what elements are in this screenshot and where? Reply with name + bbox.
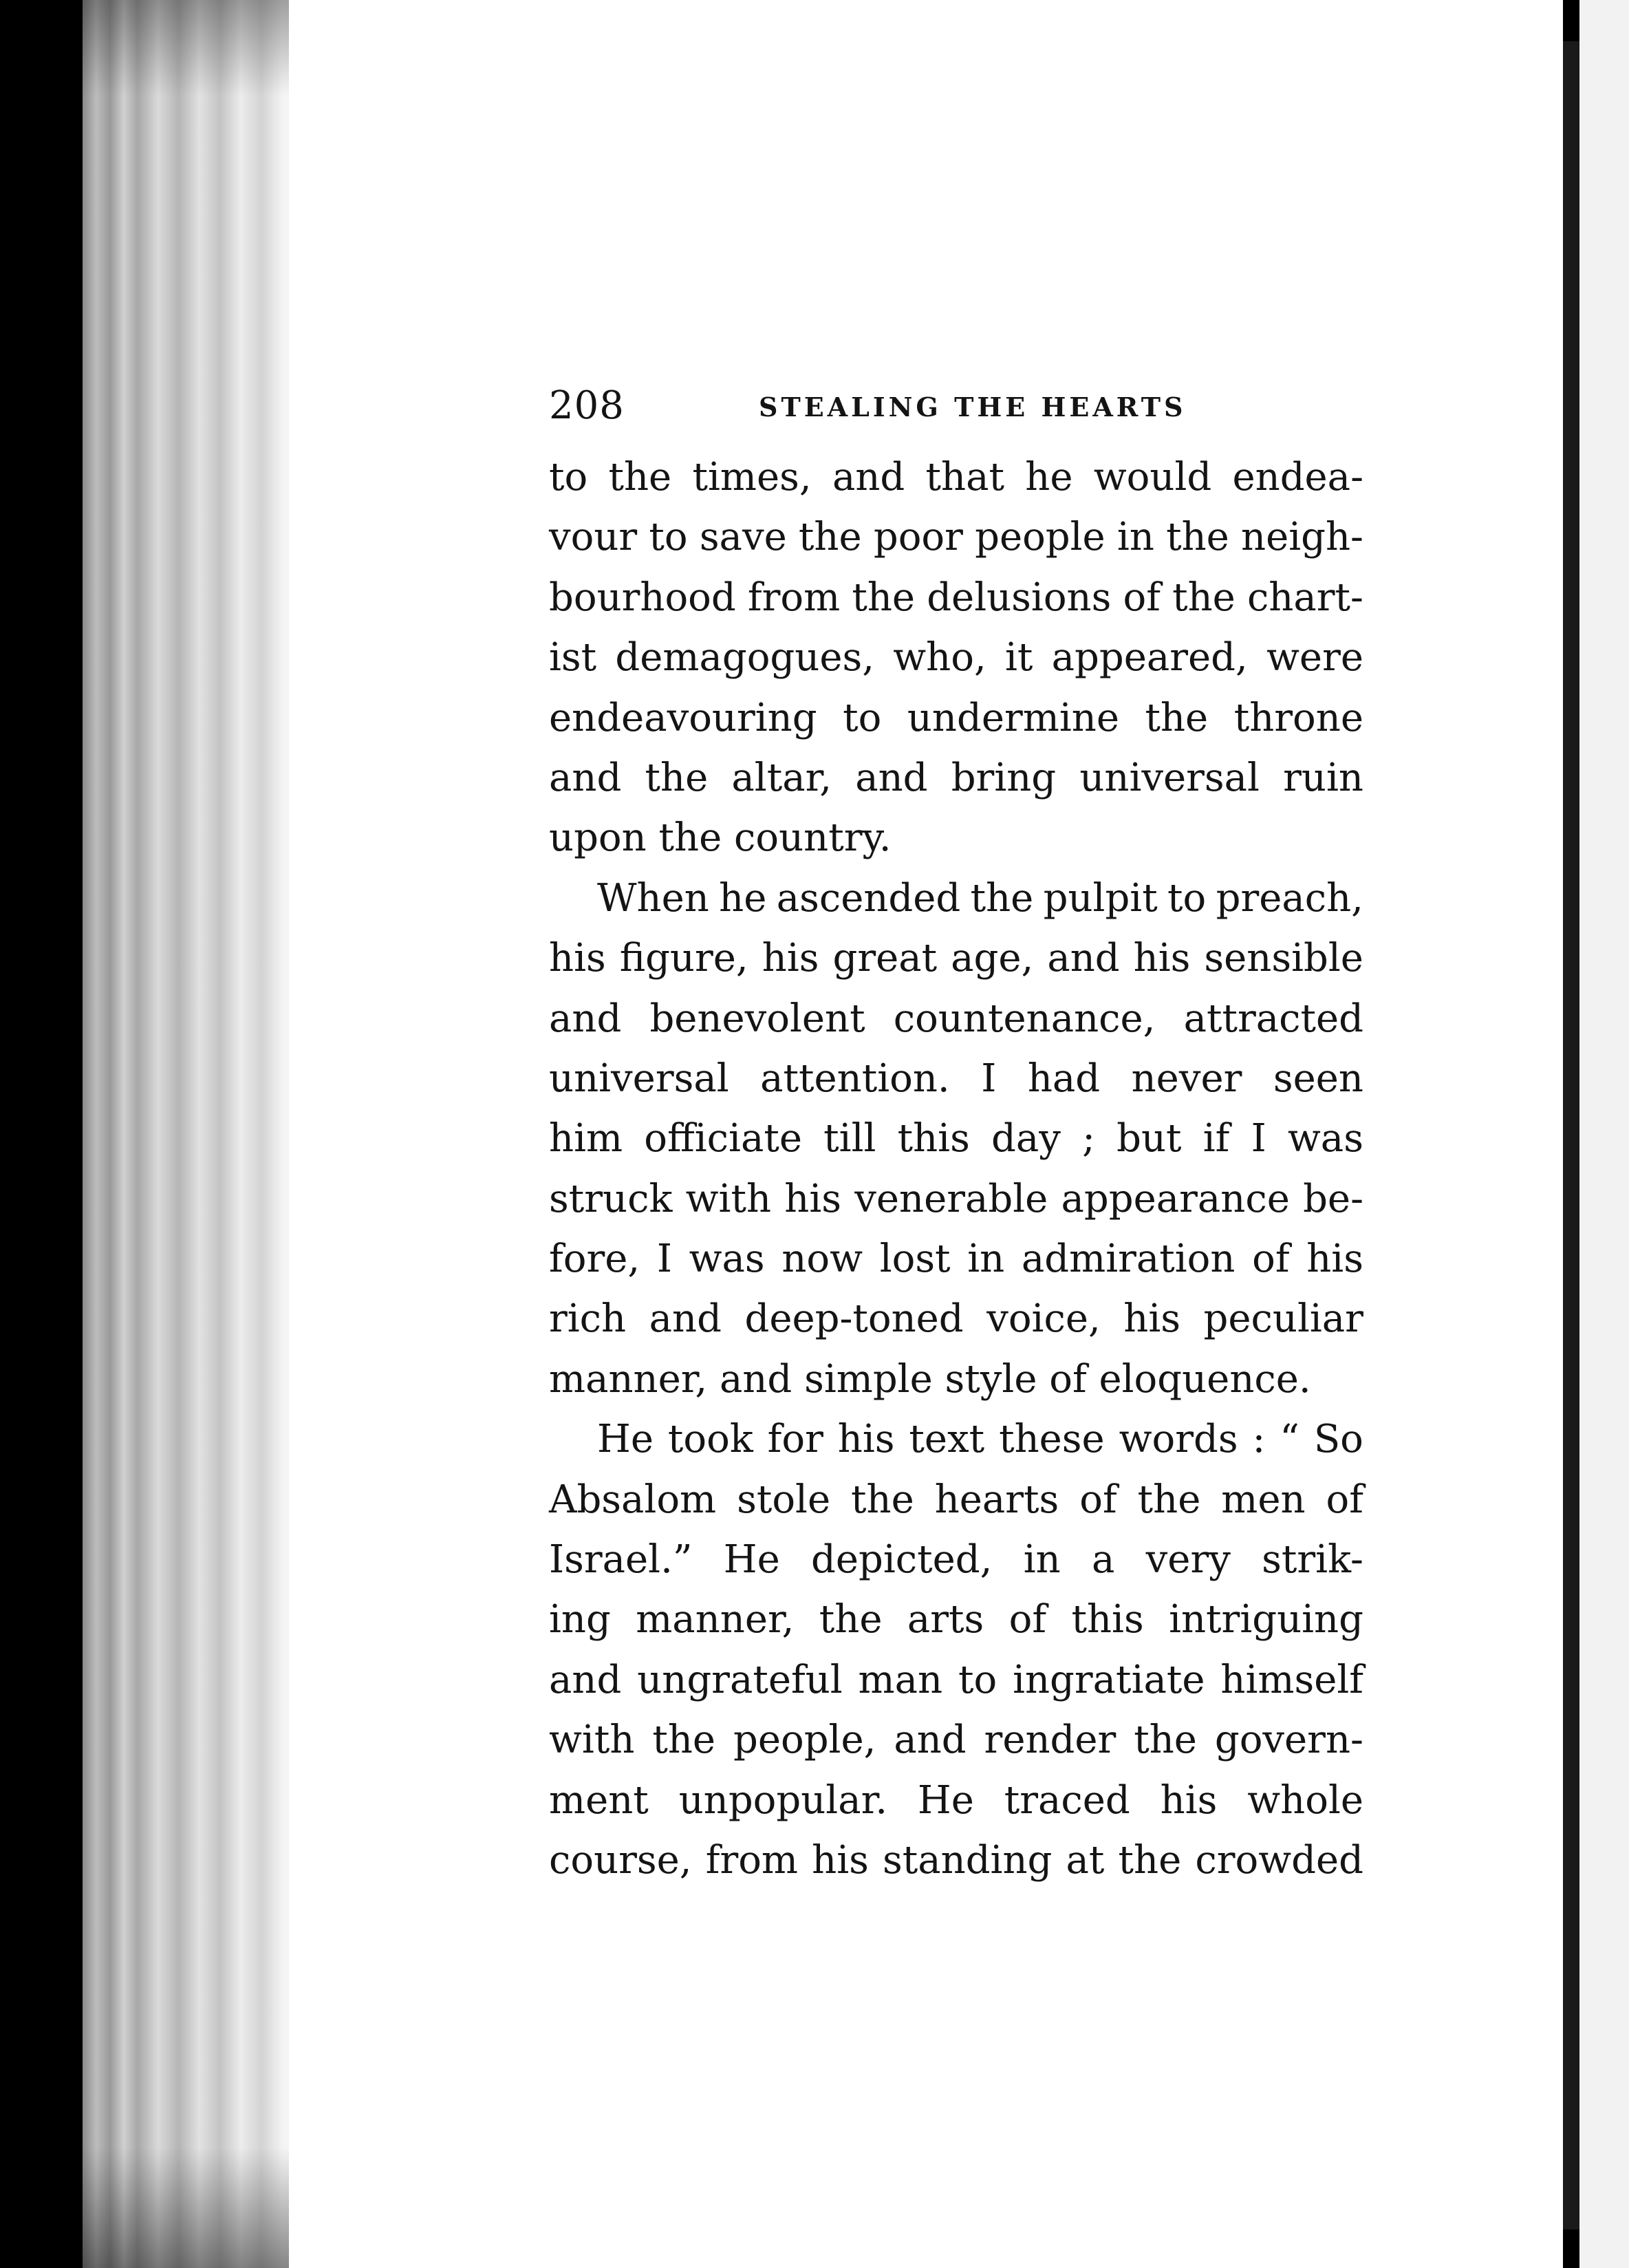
text-line: and ungrateful man to ingratiate himself (549, 1657, 1363, 1702)
text-line: him officiate till this day ; but if I was (549, 1116, 1363, 1162)
page-number: 208 (549, 383, 625, 428)
text-line: manner, and simple style of eloquence. (549, 1356, 1311, 1402)
text-line: his figure, his great age, and his sensible (549, 936, 1363, 981)
facing-page-edge (1579, 0, 1629, 2268)
text-line: ist demagogues, who, it appeared, were (549, 635, 1363, 681)
text-line: Absalom stole the hearts of the men of (549, 1477, 1363, 1522)
text-line: and the altar, and bring universal ruin (549, 755, 1363, 800)
text-line: universal attention. I had never seen (549, 1056, 1363, 1101)
text-line: endeavouring to undermine the throne (549, 695, 1363, 740)
text-line: and benevolent countenance, attracted (549, 996, 1363, 1041)
text-line: He took for his text these words : “ So (597, 1417, 1363, 1462)
text-line: Israel.” He depicted, in a very strik- (549, 1537, 1363, 1583)
text-line: vour to save the poor people in the neigh- (549, 515, 1363, 560)
paragraph-1 (549, 447, 1363, 868)
text-line: ment unpopular. He traced his whole (549, 1777, 1363, 1823)
paragraph-2 (549, 868, 1363, 1410)
text-line: rich and deep-toned voice, his peculiar (549, 1296, 1363, 1342)
text-line: with the people, and render the govern- (549, 1718, 1363, 1763)
page-edges-shadow (83, 0, 303, 2268)
text-line: to the times, and that he would endea- (549, 455, 1363, 500)
text-line: struck with his venerable appearance be- (549, 1176, 1363, 1221)
text-line: upon the country. (549, 815, 892, 861)
text-line: course, from his standing at the crowded (549, 1837, 1363, 1883)
text-line: When he ascended the pulpit to preach, (597, 875, 1363, 921)
text-line: ing manner, the arts of this intriguing (549, 1597, 1363, 1643)
running-head (549, 372, 1363, 447)
running-title: STEALING THE HEARTS (759, 392, 1187, 422)
facing-page-gutter (1563, 41, 1579, 2229)
paragraph-3 (549, 1409, 1363, 1890)
text-line: bourhood from the delusions of the chart- (549, 575, 1363, 620)
text-line: fore, I was now lost in admiration of his (549, 1237, 1363, 1282)
page-text (549, 372, 1363, 1890)
